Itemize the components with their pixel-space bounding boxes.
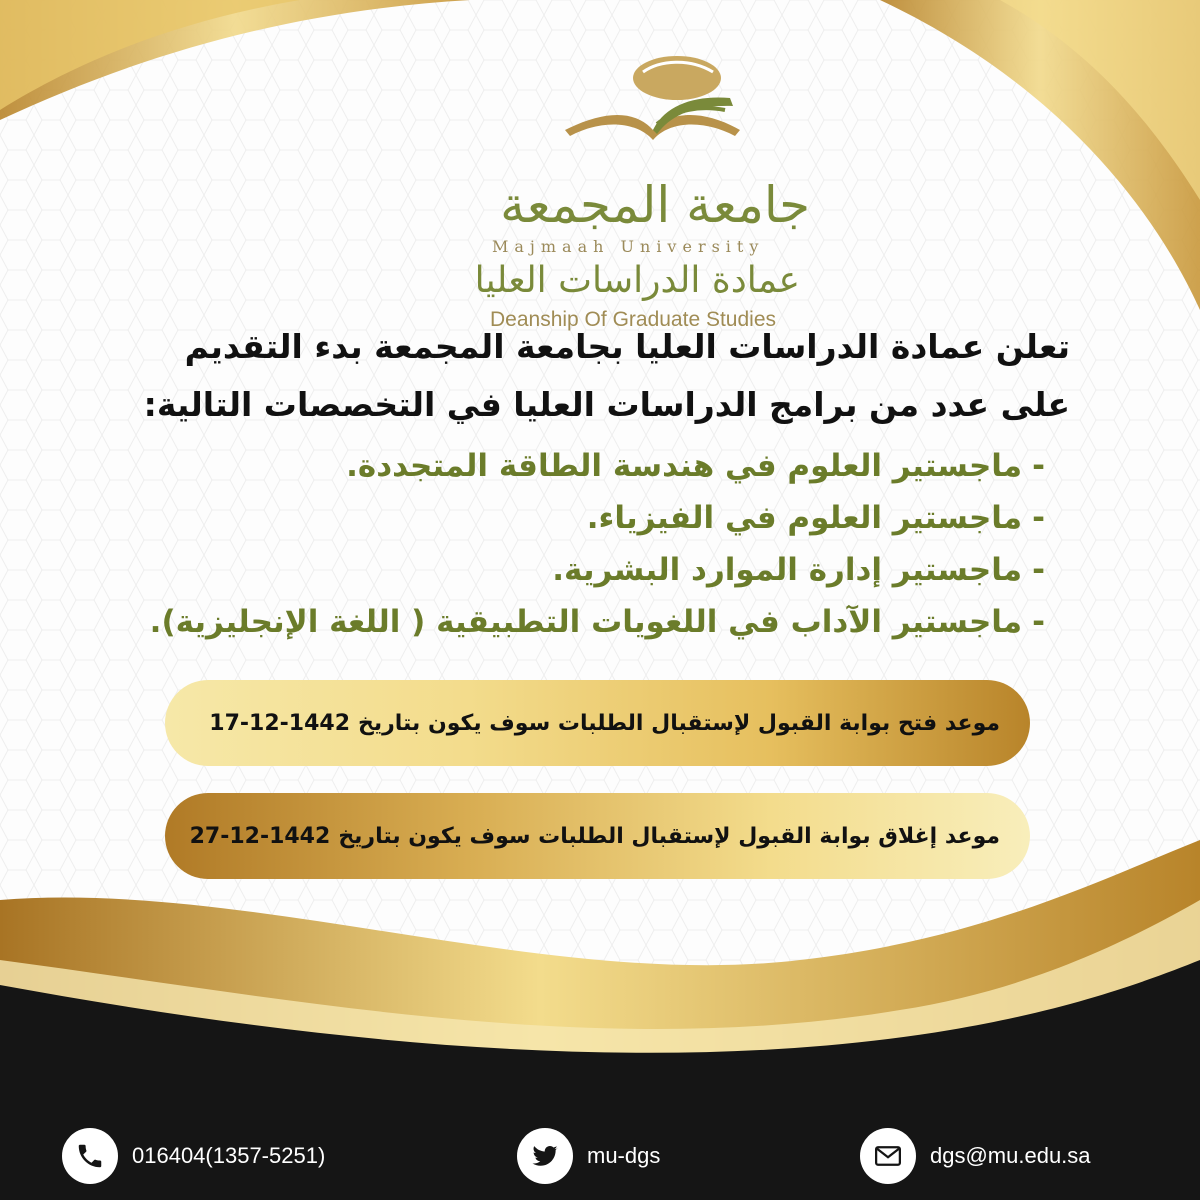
announcement <box>110 318 1070 434</box>
program-label: ماجستير العلوم في هندسة الطاقة المتجددة. <box>346 448 1023 484</box>
twitter-icon <box>517 1128 573 1184</box>
contact-phone[interactable] <box>62 1128 325 1184</box>
footer <box>0 1110 1200 1200</box>
open-date-banner <box>165 680 1030 766</box>
phone-icon <box>62 1128 118 1184</box>
phone-number: 016404(1357-5251) <box>132 1143 326 1168</box>
open-date-value: 17-12-1442 <box>209 710 351 736</box>
university-name-en: Majmaah University <box>492 237 765 256</box>
email-address: dgs@mu.edu.sa <box>930 1143 1091 1168</box>
close-date-value: 27-12-1442 <box>189 823 331 849</box>
close-date-text: موعد إغلاق بوابة القبول لإستقبال الطلبات سوف يكون بتاريخ <box>338 823 1000 849</box>
announcement-line: تعلن عمادة الدراسات العليا بجامعة المجمعة بدء التقديم <box>184 327 1070 366</box>
deanship-name-ar: عمادة الدراسات العليا <box>474 260 800 301</box>
program-item <box>125 440 1045 492</box>
open-date-text: موعد فتح بوابة القبول لإستقبال الطلبات سوف يكون بتاريخ <box>358 710 1000 736</box>
deanship-name-en: Deanship Of Graduate Studies <box>490 308 777 331</box>
book-globe-icon <box>565 50 740 145</box>
program-item <box>125 544 1045 596</box>
university-name-ar: جامعة المجمعة <box>500 176 810 234</box>
program-list <box>125 440 1045 648</box>
contact-twitter[interactable] <box>517 1128 660 1184</box>
program-label: ماجستير العلوم في الفيزياء. <box>586 500 1023 536</box>
university-logo <box>470 50 830 331</box>
program-label: ماجستير إدارة الموارد البشرية. <box>552 552 1023 588</box>
program-item <box>125 596 1045 648</box>
twitter-handle: mu-dgs <box>587 1143 661 1168</box>
program-item <box>125 492 1045 544</box>
list-dash: - <box>1032 500 1045 536</box>
list-dash: - <box>1032 552 1045 588</box>
program-label: ماجستير الآداب في اللغويات التطبيقية ( اللغة الإنجليزية). <box>149 604 1023 640</box>
list-dash: - <box>1032 448 1045 484</box>
announcement-line: على عدد من برامج الدراسات العليا في التخصصات التالية: <box>143 385 1070 424</box>
envelope-icon <box>860 1128 916 1184</box>
list-dash: - <box>1032 604 1045 640</box>
contact-email[interactable] <box>860 1128 1091 1184</box>
close-date-banner <box>165 793 1030 879</box>
